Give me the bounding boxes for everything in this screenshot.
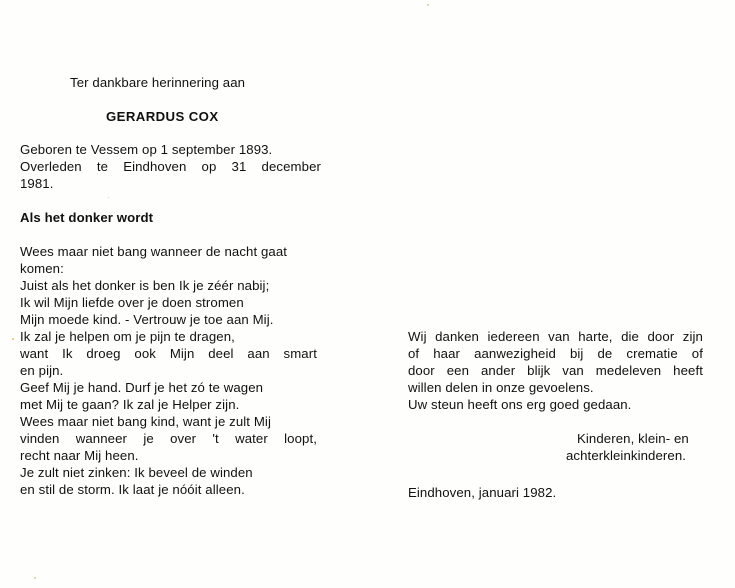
death-text-line-2: 1981. xyxy=(20,176,54,191)
poem-line: en pijn. xyxy=(20,363,64,378)
card-fold xyxy=(372,0,373,588)
paper-speck xyxy=(34,577,36,579)
poem-line: recht naar Mij heen. xyxy=(20,448,139,463)
poem-line: Je zult niet zinken: Ik beveel de winden xyxy=(20,465,253,480)
poem-line: Wees maar niet bang wanneer de nacht gaat xyxy=(20,244,288,259)
poem-line: want Ik droeg ook Mijn deel aan smart xyxy=(20,346,317,361)
thanks-line: door een ander blijk van medeleven heeft xyxy=(408,363,703,378)
poem-line: Wees maar niet bang kind, want je zult Mij xyxy=(20,414,271,429)
poem-line: Juist als het donker is ben Ik je zéér nabij; xyxy=(20,278,270,293)
paper-speck xyxy=(108,197,109,198)
poem-line: Geef Mij je hand. Durf je het zó te wagen xyxy=(20,380,264,395)
deceased-name: GERARDUS COX xyxy=(106,109,219,124)
poem-title: Als het donker wordt xyxy=(20,210,154,225)
signature-line-2: achterkleinkinderen. xyxy=(566,448,687,463)
birth-text: Geboren te Vessem op 1 september 1893. xyxy=(20,142,273,157)
thanks-line: of haar aanwezigheid bij de crematie of xyxy=(408,346,703,361)
thanks-line: willen delen in onze gevoelens. xyxy=(408,380,594,395)
signature-line-1: Kinderen, klein- en xyxy=(577,431,689,446)
thanks-line: Uw steun heeft ons erg goed gedaan. xyxy=(408,397,632,412)
death-text-line-1: Overleden te Eindhoven op 31 december xyxy=(20,159,321,174)
poem-line: Ik wil Mijn liefde over je doen stromen xyxy=(20,295,244,310)
dedication-text: Ter dankbare herinnering aan xyxy=(70,75,246,90)
paper-speck xyxy=(12,338,14,340)
poem-line: Ik zal je helpen om je pijn te dragen, xyxy=(20,329,235,344)
poem-line: met Mij te gaan? Ik zal je Helper zijn. xyxy=(20,397,240,412)
place-date: Eindhoven, januari 1982. xyxy=(408,485,557,500)
poem-line: en stil de storm. Ik laat je nóóit alleen. xyxy=(20,482,245,497)
paper-speck xyxy=(427,4,429,6)
poem-line: komen: xyxy=(20,261,64,276)
poem-line: Mijn moede kind. - Vertrouw je toe aan Mij. xyxy=(20,312,274,327)
poem-line: vinden wanneer je over 't water loopt, xyxy=(20,431,317,446)
thanks-line: Wij danken iedereen van harte, die door zijn xyxy=(408,329,703,344)
